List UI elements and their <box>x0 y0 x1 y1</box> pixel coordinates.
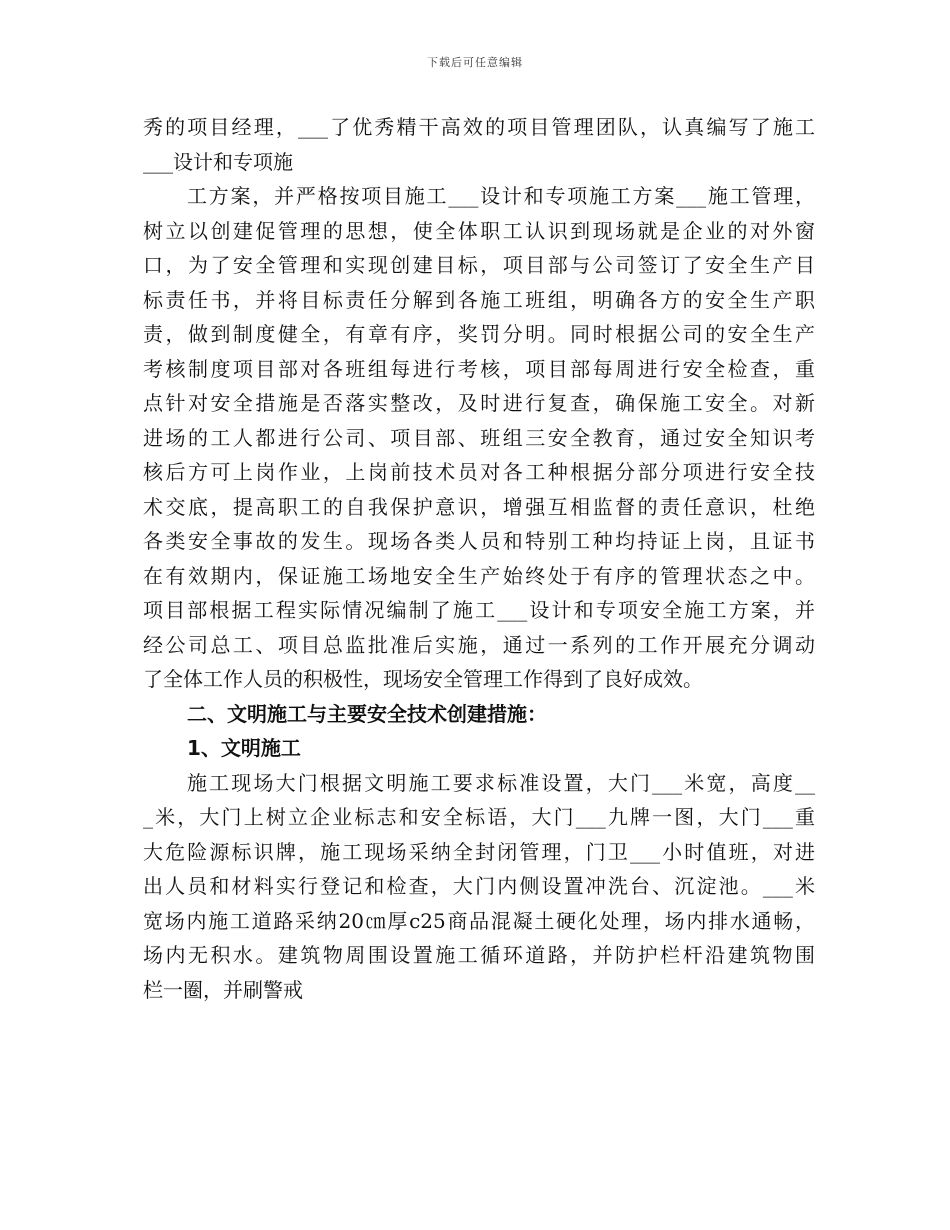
text-line: 施工现场大门根据文明施工要求标准设置，大门___米宽，高度__ <box>187 770 815 795</box>
text-line: 口，为了安全管理和实现创建目标，项目部与公司签订了安全生产目 <box>143 253 815 277</box>
text-line: 考核制度项目部对各班组每进行考核，项目部每周进行安全检查，重 <box>143 356 815 381</box>
section-heading: 二、文明施工与主要安全技术创建措施： <box>187 701 547 726</box>
text-line: 秀的项目经理，___了优秀精干高效的项目管理团队，认真编写了施工 <box>143 115 815 139</box>
text-line: 栏一圈，并刷警戒 <box>143 977 303 1002</box>
text-line: 各类安全事故的发生。现场各类人员和特别工种均持证上岗，且证书 <box>143 529 815 553</box>
text-line: 点针对安全措施是否落实整改，及时进行复查，确保施工安全。对新 <box>143 391 815 415</box>
text-line: 工方案，并严格按项目施工___设计和专项施工方案___施工管理， <box>187 184 815 208</box>
text-line: 核后方可上岗作业，上岗前技术员对各工种根据分部分项进行安全技 <box>143 460 815 484</box>
text-line: 宽场内施工道路采纳20㎝厚c25商品混凝土硬化处理，场内排水通畅， <box>143 908 815 933</box>
text-line: 项目部根据工程实际情况编制了施工___设计和专项安全施工方案，并 <box>143 598 815 622</box>
text-line: 标责任书，并将目标责任分解到各施工班组，明确各方的安全生产职 <box>143 287 815 312</box>
page-header: 下载后可任意编辑 <box>427 56 523 69</box>
text-line: 树立以创建促管理的思想，使全体职工认识到现场就是企业的对外窗 <box>143 218 815 243</box>
text-line: 进场的工人都进行公司、项目部、班组三安全教育，通过安全知识考 <box>143 425 815 450</box>
text-line: 术交底，提高职工的自我保护意识，增强互相监督的责任意识，杜绝 <box>143 494 815 519</box>
document-body <box>143 110 815 1007</box>
text-line: 在有效期内，保证施工场地安全生产始终处于有序的管理状态之中。 <box>143 563 815 588</box>
text-line: ___设计和专项施 <box>143 149 293 174</box>
section-heading: 1、文明施工 <box>187 736 301 760</box>
text-line: 了全体工作人员的积极性，现场安全管理工作得到了良好成效。 <box>143 667 703 691</box>
text-line: 大危险源标识牌，施工现场采纳全封闭管理，门卫___小时值班，对进 <box>143 839 815 864</box>
text-line: 场内无积水。建筑物周围设置施工循环道路，并防护栏杆沿建筑物围 <box>143 943 815 967</box>
text-line: _米，大门上树立企业标志和安全标语，大门___九牌一图，大门___重 <box>143 805 815 829</box>
text-line: 经公司总工、项目总监批准后实施，通过一系列的工作开展充分调动 <box>143 632 815 657</box>
text-line: 出人员和材料实行登记和检查，大门内侧设置冲洗台、沉淀池。___米 <box>143 874 815 898</box>
text-line: 责，做到制度健全，有章有序，奖罚分明。同时根据公司的安全生产 <box>143 322 815 346</box>
